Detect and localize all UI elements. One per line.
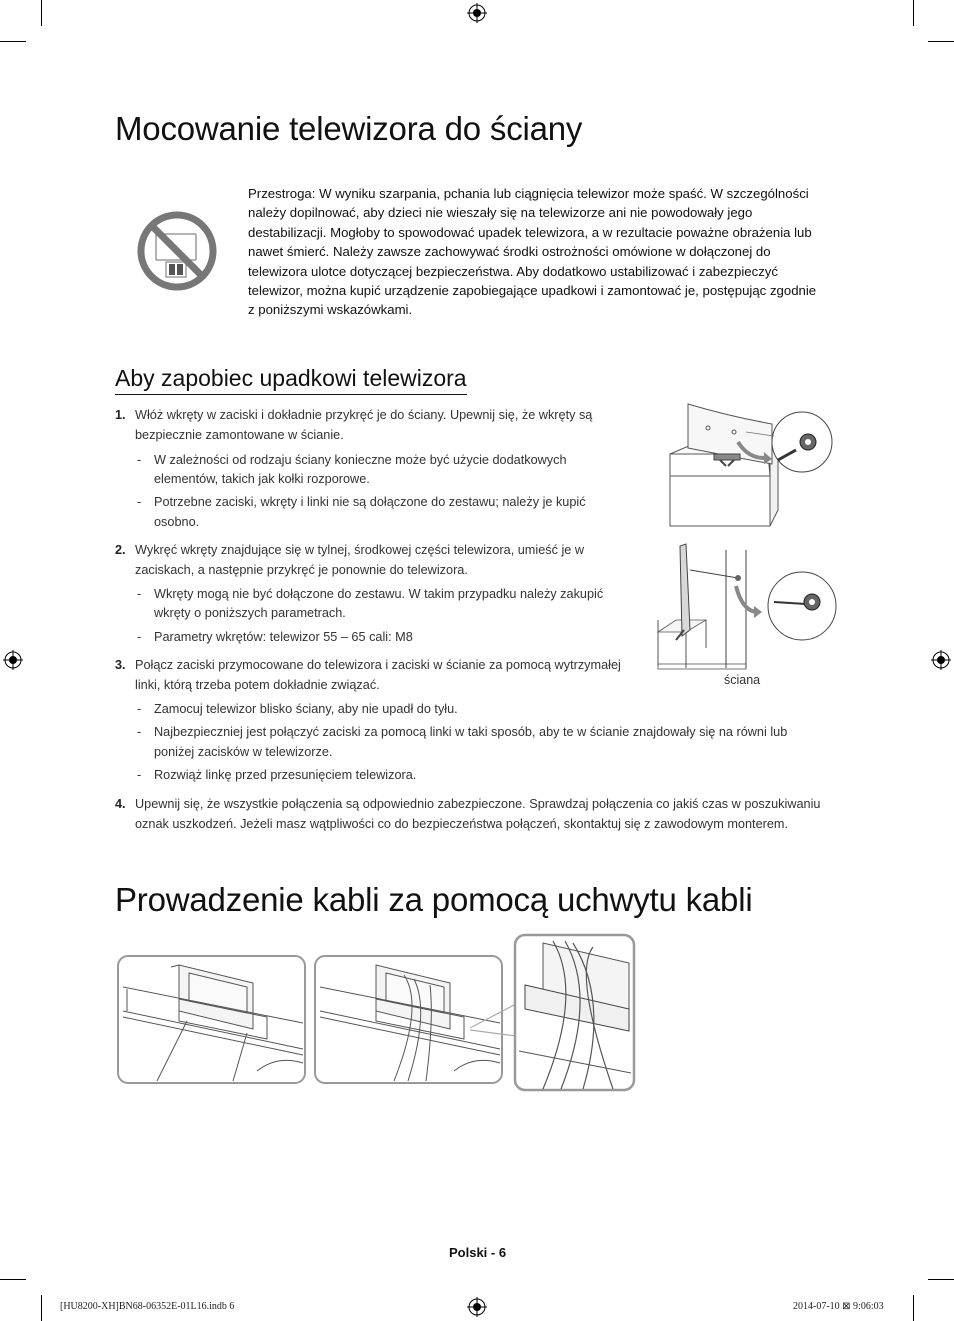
wall-label: ściana <box>724 673 761 687</box>
section-title: Prowadzenie kabli za pomocą uchwytu kabli <box>115 881 753 918</box>
sub-text: Potrzebne zaciski, wkręty i linki nie są dołączone do zestawu; należy je kupić <box>154 495 586 509</box>
step-text: Połącz zaciski przymocowane do telewizora i zaciski w ścianie za pomocą wytrzymałej <box>135 658 621 672</box>
registration-mark-icon <box>467 3 487 23</box>
zoom-connector-lines <box>470 1000 518 1040</box>
step-text: bezpiecznie zamontowane w ścianie. <box>135 428 344 442</box>
sub-text: Rozwiąż linkę przed przesunięciem telewizora. <box>154 768 417 782</box>
crop-mark <box>41 0 42 26</box>
crop-mark <box>41 1295 42 1321</box>
crop-mark <box>913 1295 914 1321</box>
step-number: 3. <box>115 658 126 672</box>
subsection-title: Aby zapobiec upadkowi telewizora <box>115 365 467 395</box>
page-number: Polski - 6 <box>449 1245 507 1260</box>
sub-dash: - <box>137 453 142 467</box>
sub-text: wkręty o poniższych parametrach. <box>154 606 346 620</box>
sub-dash: - <box>137 630 142 644</box>
sub-dash: - <box>137 725 142 739</box>
sub-dash: - <box>137 587 142 601</box>
step-text: linki, którą trzeba potem dokładnie związać. <box>135 678 380 692</box>
tv-clamp-illustration <box>668 402 840 530</box>
sub-text: Parametry wkrętów: telewizor 55 – 65 cali: M8 <box>154 630 413 644</box>
sub-text: W zależności od rodzaju ściany konieczne może być użycie dodatkowych <box>154 453 567 467</box>
crop-mark <box>0 41 26 42</box>
step-number: 4. <box>115 797 126 811</box>
crop-mark <box>0 1279 26 1280</box>
file-info: [HU8200-XH]BN68-06352E-01L16.indb 6 <box>60 1301 235 1312</box>
step-number: 1. <box>115 408 126 422</box>
crop-mark <box>928 41 954 42</box>
registration-mark-icon <box>467 1297 487 1317</box>
sub-text: Wkręty mogą nie być dołączone do zestawu. W takim przypadku należy zakupić <box>154 587 604 601</box>
crop-mark <box>928 1279 954 1280</box>
page-title: Mocowanie telewizora do ściany <box>115 110 583 147</box>
sub-dash: - <box>137 768 142 782</box>
step-text: oznak uszkodzeń. Jeżeli masz wątpliwości co do bezpieczeństwa połączeń, skontaktuj się z zawodowym monterem. <box>135 817 789 831</box>
sub-text: osobno. <box>154 515 200 529</box>
sub-text: poniżej zacisków w telewizorze. <box>154 745 333 759</box>
registration-mark-icon <box>931 650 951 670</box>
step-text: Wykręć wkręty znajdujące się w tylnej, środkowej części telewizora, umieść je w <box>135 543 585 557</box>
sub-dash: - <box>137 495 142 509</box>
step-text: Włóż wkręty w zaciski i dokładnie przykręć je do ściany. Upewnij się, że wkręty są <box>135 408 593 422</box>
crop-mark <box>913 0 914 26</box>
step-text: zaciskach, a następnie przykręć je ponownie do telewizora. <box>135 563 468 577</box>
registration-mark-icon <box>3 650 23 670</box>
step-text: Upewnij się, że wszystkie połączenia są odpowiednio zabezpieczone. Sprawdzaj połączenia co jakiś czas w poszukiwaniu <box>135 797 821 811</box>
sub-text: Najbezpieczniej jest połączyć zaciski za pomocą linki w taki sposób, aby te w ścianie znajdowały się na równi lub <box>154 725 788 739</box>
sub-text: Zamocuj telewizor blisko ściany, aby nie upadł do tyłu. <box>154 702 458 716</box>
cable-holder-step1 <box>117 955 307 1085</box>
no-climbing-icon <box>136 210 218 292</box>
sub-dash: - <box>137 702 142 716</box>
tv-wall-illustration <box>656 540 840 670</box>
sub-text: elementów, takich jak kołki rozporowe. <box>154 472 370 486</box>
step-number: 2. <box>115 543 126 557</box>
warning-text: Przestroga: W wyniku szarpania, pchania lub ciągnięcia telewizor może spaść. W szczególności należy dopilnować, aby dzieci nie wieszały się na telewizorze ani nie powodowały jego destabilizacji. Mogłoby to spowodować upadek telewizora, a w rezultacie poważne obrażenia lub nawet śmierć. Należy zawsze zachowywać środki ostrożności omówione w dołączonej do telewizora ulotce dotyczącej bezpieczeństwa. Aby dodatkowo ustabilizować i zabezpieczyć telewizor, można kupić urządzenie zapobiegające upadkowi i zamontować je, postępując zgodnie z poniższymi wskazówkami. <box>248 186 817 318</box>
date-info: 2014-07-10 ⊠ 9:06:03 <box>793 1301 884 1312</box>
cable-holder-detail <box>513 933 637 1093</box>
